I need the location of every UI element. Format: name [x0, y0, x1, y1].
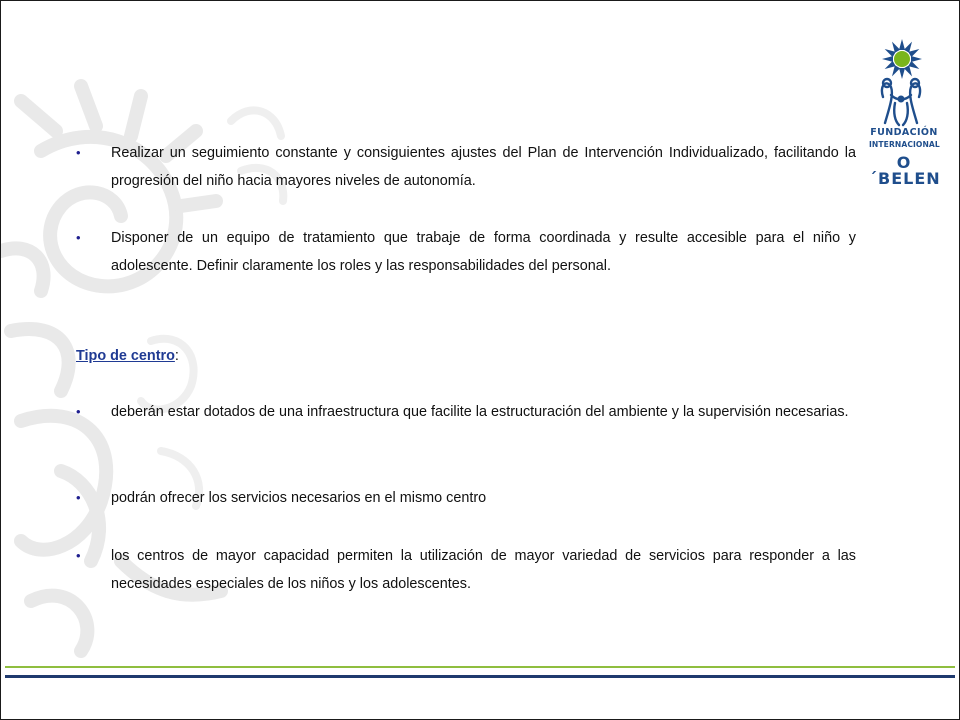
section-title: Tipo de centro: [76, 348, 175, 364]
bullet-symbol: •: [76, 490, 81, 505]
bullet-symbol: •: [76, 230, 81, 245]
logo-name-line-1: FUNDACIÓN: [870, 127, 938, 138]
logo-name-line-2: INTERNACIONAL: [869, 140, 940, 149]
bullet-symbol: •: [76, 404, 81, 419]
footer-rule-green: [5, 666, 955, 668]
logo-name-line-3: O´BELEN: [869, 153, 941, 188]
section-heading: [76, 342, 179, 370]
bullet-text: deberán estar dotados de una infraestructura que facilite la estructuración del ambiente y la supervisión necesarias.: [111, 404, 849, 420]
bullet-item: [76, 542, 856, 598]
bullet-item: [76, 484, 856, 512]
bullet-text: podrán ofrecer los servicios necesarios en el mismo centro: [111, 490, 487, 506]
section-colon: :: [174, 348, 179, 364]
bullet-symbol: •: [76, 548, 81, 563]
bullet-text: los centros de mayor capacidad permiten la utilización de mayor variedad de servicios para responder a las necesidades especiales de los niños y los adolescentes.: [111, 548, 856, 592]
bullet-text: Realizar un seguimiento constante y consiguientes ajustes del Plan de Intervención Individualizado, facilitando la progresión del niño hacia mayores niveles de autonomía.: [111, 145, 856, 189]
bullet-item: [76, 398, 856, 426]
bullet-text: Disponer de un equipo de tratamiento que trabaje de forma coordinada y resulte accesible para el niño y adolescente. Definir claramente los roles y las responsabilidades del personal.: [111, 230, 856, 274]
bullet-item: [76, 224, 856, 280]
footer-rule-navy: [5, 675, 955, 678]
bullet-symbol: •: [76, 145, 81, 160]
bullet-item: [76, 139, 856, 195]
